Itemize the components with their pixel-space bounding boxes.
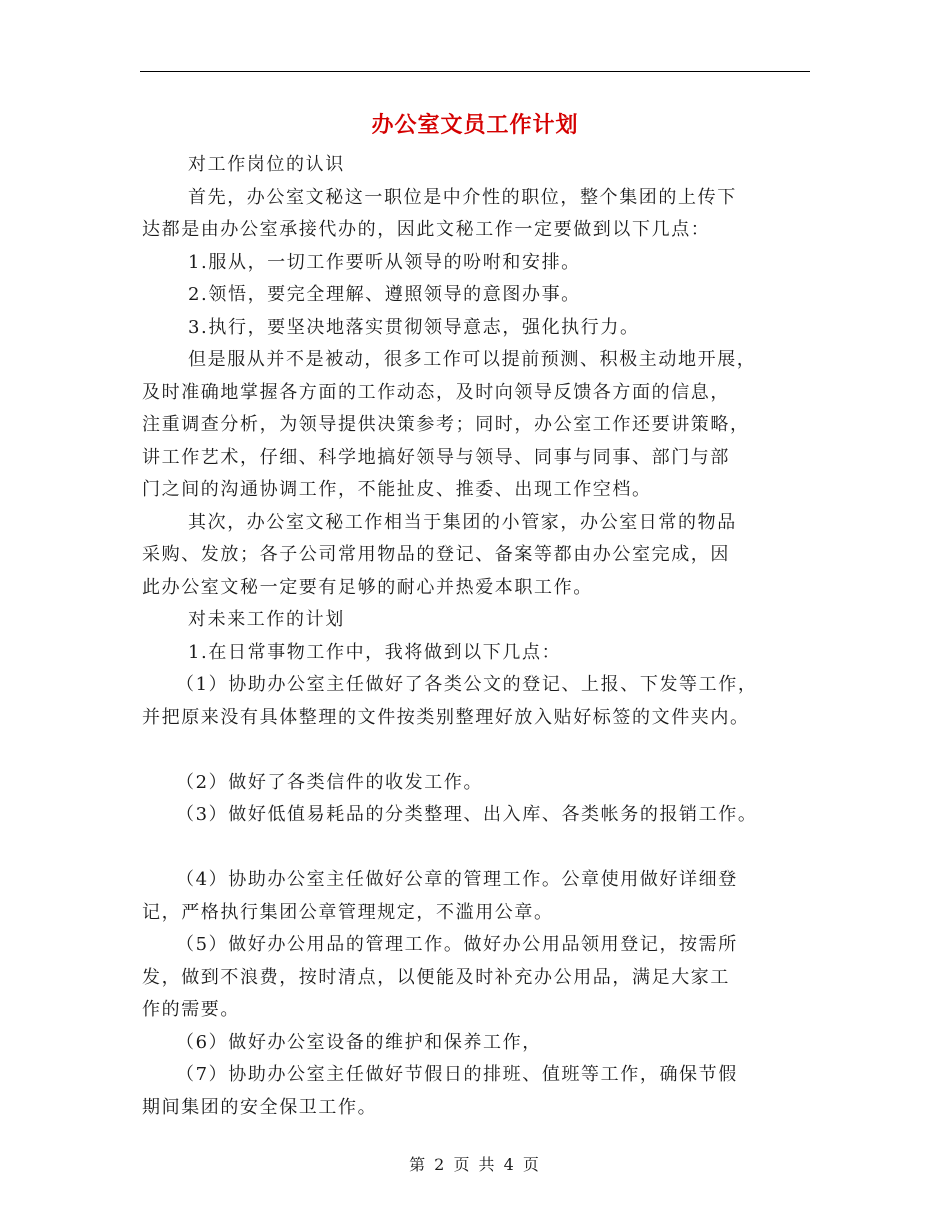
sub-list-item: （5）做好办公用品的管理工作。做好办公用品领用登记，按需所 bbox=[176, 934, 738, 955]
paragraph-line: 此办公室文秘一定要有足够的耐心并热爱本职工作。 bbox=[142, 576, 593, 598]
sub-list-item: （1）协助办公室主任做好了各类公文的登记、上报、下发等工作， bbox=[176, 674, 758, 695]
paragraph-line: 注重调查分析，为领导提供决策参考；同时，办公室工作还要讲策略， bbox=[142, 414, 750, 435]
sub-list-item: （6）做好办公室设备的维护和保养工作， bbox=[176, 1031, 542, 1053]
section-heading: 对工作岗位的认识 bbox=[188, 154, 345, 175]
paragraph-line: 门之间的沟通协调工作，不能扯皮、推委、出现工作空档。 bbox=[142, 479, 652, 500]
paragraph-line: 发，做到不浪费，按时清点，以便能及时补充办公用品，满足大家工 bbox=[142, 966, 730, 988]
sub-list-item: （7）协助办公室主任做好节假日的排班、值班等工作，确保节假 bbox=[176, 1064, 738, 1085]
list-item: 1.服从，一切工作要听从领导的吩咐和安排。 bbox=[188, 251, 581, 273]
paragraph-line: 达都是由办公室承接代办的，因此文秘工作一定要做到以下几点： bbox=[142, 219, 711, 240]
paragraph-line: 作的需要。 bbox=[142, 999, 240, 1020]
sub-list-item: （3）做好低值易耗品的分类整理、出入库、各类帐务的报销工作。 bbox=[176, 804, 758, 825]
list-item: 3.执行，要坚决地落实贯彻领导意志，强化执行力。 bbox=[188, 316, 640, 338]
paragraph-line: 记，严格执行集团公章管理规定，不滥用公章。 bbox=[142, 901, 554, 923]
paragraph-line: 期间集团的安全保卫工作。 bbox=[142, 1096, 378, 1118]
list-item: 2.领悟，要完全理解、遵照领导的意图办事。 bbox=[188, 284, 581, 305]
document-title: 办公室文员工作计划 bbox=[371, 112, 579, 138]
header-rule bbox=[140, 71, 810, 72]
sub-list-item: （4）协助办公室主任做好公章的管理工作。公章使用做好详细登 bbox=[176, 869, 738, 890]
blank-line bbox=[142, 734, 820, 767]
paragraph-line: 采购、发放；各子公司常用物品的登记、备案等都由办公室完成，因 bbox=[142, 544, 730, 565]
blank-line bbox=[142, 832, 820, 865]
paragraph-line: 讲工作艺术，仔细、科学地搞好领导与领导、同事与同事、部门与部 bbox=[142, 446, 730, 468]
section-heading: 对未来工作的计划 bbox=[188, 609, 345, 630]
sub-list-item: （2）做好了各类信件的收发工作。 bbox=[176, 771, 484, 793]
paragraph-line: 但是服从并不是被动，很多工作可以提前预测、积极主动地开展， bbox=[188, 349, 757, 370]
document-body bbox=[142, 149, 820, 1124]
page-number: 第 2 页 共 4 页 bbox=[409, 1155, 541, 1174]
paragraph-line: 及时准确地掌握各方面的工作动态，及时向领导反馈各方面的信息， bbox=[142, 381, 730, 403]
paragraph-line: 并把原来没有具体整理的文件按类别整理好放入贴好标签的文件夹内。 bbox=[142, 706, 750, 728]
paragraph-line: 其次，办公室文秘工作相当于集团的小管家，办公室日常的物品 bbox=[188, 511, 737, 533]
paragraph-line: 首先，办公室文秘这一职位是中介性的职位，整个集团的上传下 bbox=[188, 186, 737, 208]
list-item: 1.在日常事物工作中，我将做到以下几点： bbox=[188, 641, 562, 663]
